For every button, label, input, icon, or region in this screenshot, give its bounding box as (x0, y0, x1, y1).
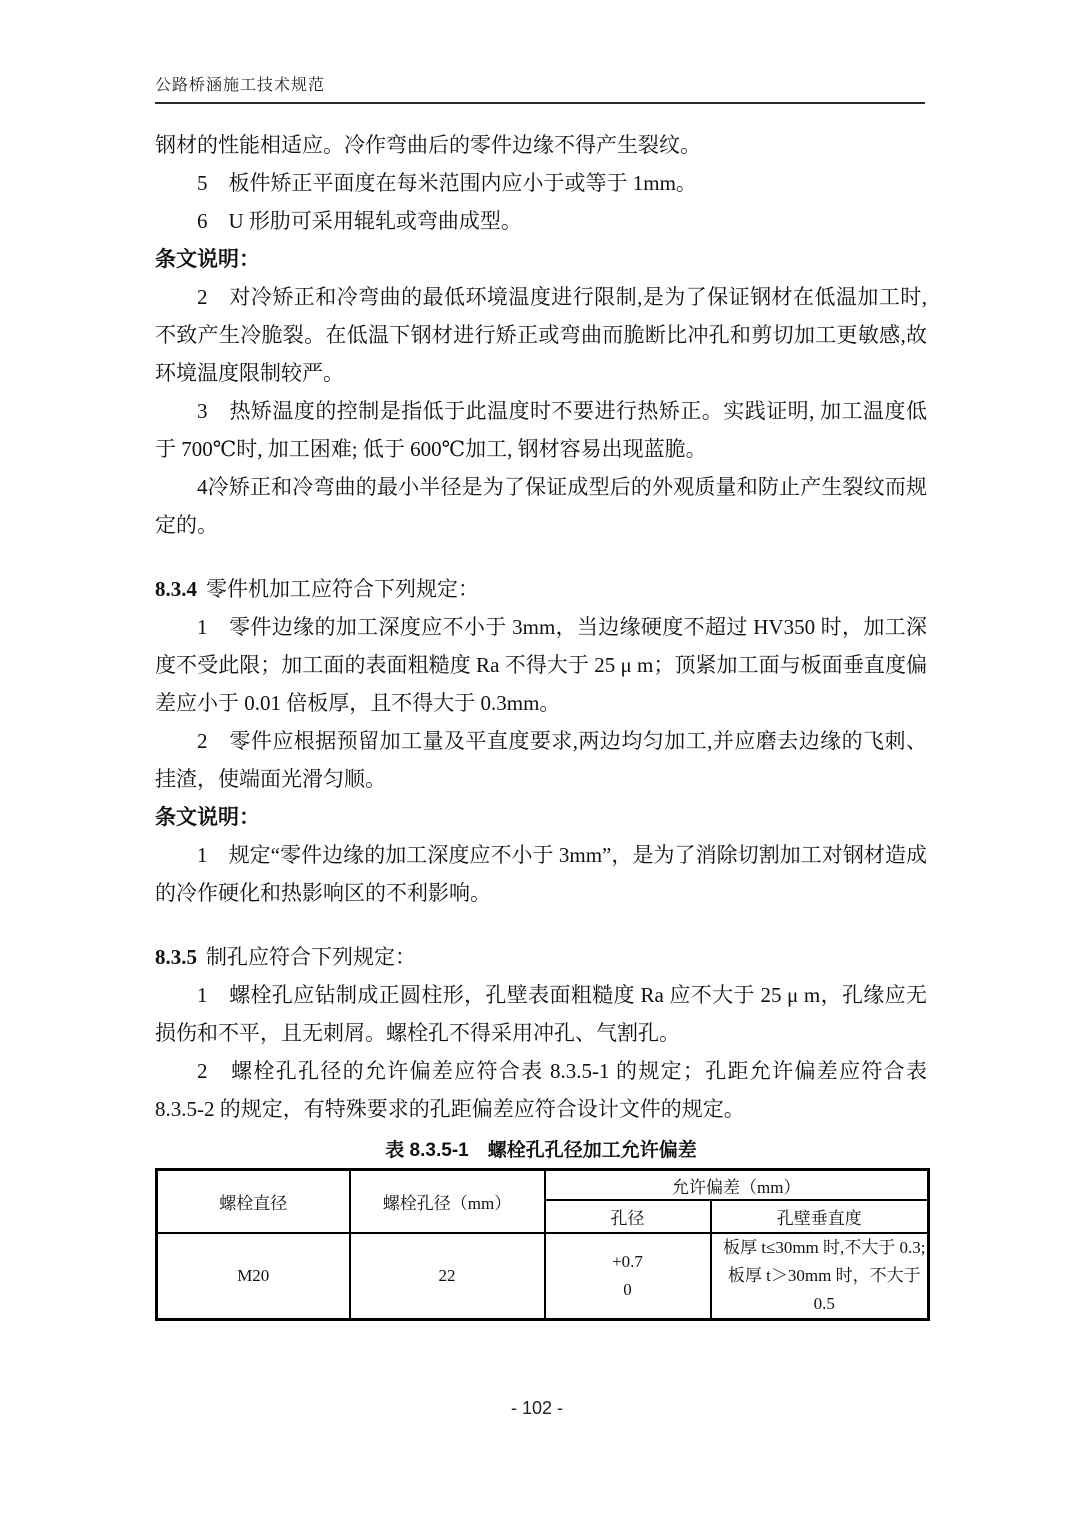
table-header-hole-tolerance: 孔径 (545, 1200, 711, 1233)
clause-835-heading (155, 938, 927, 976)
notes1-paragraph-4: 4冷矫正和冷弯曲的最小半径是为了保证成型后的外观质量和防止产生裂纹而规定的。 (155, 475, 927, 537)
page-number: - 102 - (510, 1398, 564, 1418)
notes-heading-1: 条文说明： (155, 247, 260, 271)
notes2-paragraph-1: 1 规定“零件边缘的加工深度应不小于 3mm”，是为了消除切割加工对钢材造成的冷作硬化和热影响区的不利影响。 (155, 843, 927, 905)
perpendicularity-rule-2: 板厚 t＞30mm 时，不大于 0.5 (727, 1266, 921, 1313)
cell-perpendicularity (711, 1233, 929, 1320)
clause-834-title: 零件机加工应符合下列规定： (206, 577, 479, 601)
table-header-tolerance-group: 允许偏差（mm） (545, 1170, 929, 1201)
table-caption: 表 8.3.5-1 螺栓孔孔径加工允许偏差 (385, 1140, 697, 1161)
running-head-title: 公路桥涵施工技术规范 (155, 77, 326, 94)
notes1-paragraph-3: 3 热矫温度的控制是指低于此温度时不要进行热矫正。实践证明, 加工温度低于 700℃时, 加工困难; 低于 600℃加工, 钢材容易出现蓝脆。 (155, 399, 927, 461)
page-footer (0, 1398, 1074, 1419)
notes-heading-2: 条文说明： (155, 805, 260, 829)
page-header (155, 72, 925, 104)
cell-hole-tolerance (545, 1233, 711, 1320)
hole-tolerance-lower: 0 (623, 1280, 632, 1299)
clause-834-item-1: 1 零件边缘的加工深度应不小于 3mm，当边缘硬度不超过 HV350 时，加工深度不受此限；加工面的表面粗糙度 Ra 不得大于 25 μ m；顶紧加工面与板面垂直度偏差应小于 0.01 倍板厚，且不得大于 0.3mm。 (155, 615, 927, 715)
clause-834-heading (155, 570, 927, 608)
table-row (157, 1233, 929, 1320)
clause-835-item-2: 2 螺栓孔孔径的允许偏差应符合表 8.3.5-1 的规定；孔距允许偏差应符合表 8.3.5-2 的规定，有特殊要求的孔距偏差应符合设计文件的规定。 (155, 1059, 927, 1121)
table-header-bolt-diameter: 螺栓直径 (157, 1170, 350, 1234)
document-content (155, 126, 927, 1321)
table-header-perpendicularity: 孔壁垂直度 (711, 1200, 929, 1233)
clause-835-number: 8.3.5 (155, 945, 197, 969)
clause-835-item-1: 1 螺栓孔应钻制成正圆柱形，孔壁表面粗糙度 Ra 应不大于 25 μ m，孔缘应无损伤和不平，且无刺屑。螺栓孔不得采用冲孔、气割孔。 (155, 983, 927, 1045)
cell-hole: 22 (350, 1233, 545, 1320)
clause-834-number: 8.3.4 (155, 577, 197, 601)
paragraph-continuation: 钢材的性能相适应。冷作弯曲后的零件边缘不得产生裂纹。 (155, 133, 701, 157)
notes1-paragraph-2: 2 对冷矫正和冷弯曲的最低环境温度进行限制,是为了保证钢材在低温加工时,不致产生冷脆裂。在低温下钢材进行矫正或弯曲而脆断比冲孔和剪切加工更敏感,故环境温度限制较严。 (155, 285, 927, 385)
perpendicularity-rule-1: 板厚 t≤30mm 时,不大于 0.3; (723, 1238, 926, 1257)
tolerance-table (155, 1168, 930, 1321)
list-item-5: 5 板件矫正平面度在每米范围内应小于或等于 1mm。 (197, 171, 697, 195)
table-header-hole-diameter: 螺栓孔径（mm） (350, 1170, 545, 1234)
hole-tolerance-upper: +0.7 (612, 1252, 643, 1271)
list-item-6: 6 U 形肋可采用辊轧或弯曲成型。 (197, 209, 522, 233)
clause-835-title: 制孔应符合下列规定： (206, 945, 416, 969)
clause-834-item-2: 2 零件应根据预留加工量及平直度要求,两边均匀加工,并应磨去边缘的飞刺、挂渣，使端面光滑匀顺。 (155, 729, 927, 791)
cell-bolt: M20 (157, 1233, 350, 1320)
